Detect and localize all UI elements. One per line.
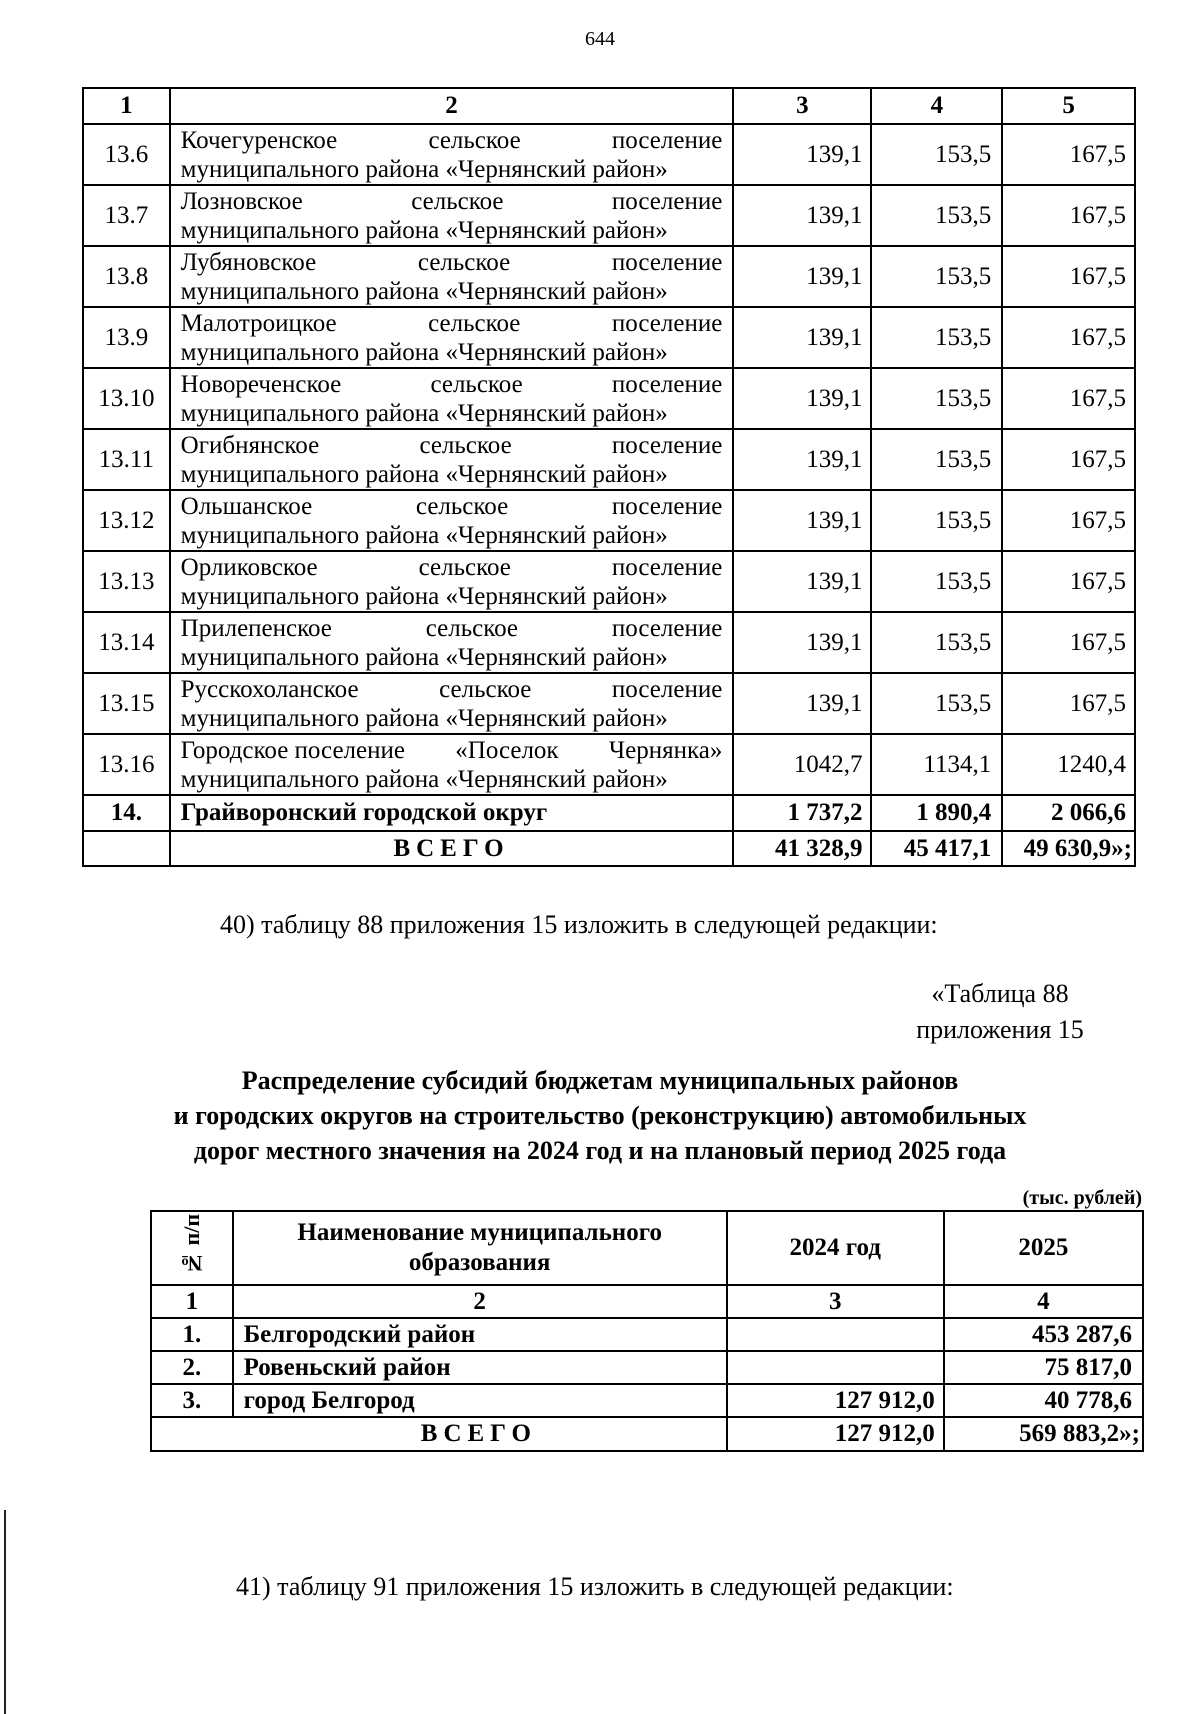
table-row	[83, 307, 1135, 368]
name-word: поселение	[611, 248, 723, 276]
row-name-line1	[181, 614, 723, 643]
row-number: 13.11	[83, 429, 170, 490]
name-word: Чернянка»	[608, 736, 723, 764]
table-reference-line: «Таблица 88	[931, 979, 1069, 1008]
row-number: 13.9	[83, 307, 170, 368]
name-word: поселение	[611, 492, 723, 520]
row-name-line2: муниципального района «Чернянский район»	[180, 155, 668, 183]
index-row	[151, 1285, 1143, 1318]
value-2024: 139,1	[733, 673, 871, 734]
row-name-line2: муниципального района «Чернянский район»	[180, 216, 668, 244]
row-name: Ровеньский район	[233, 1351, 727, 1384]
value-2024: 139,1	[733, 124, 871, 185]
row-name	[170, 368, 734, 429]
header-cell: 1	[83, 88, 170, 124]
row-number: 13.8	[83, 246, 170, 307]
scan-margin-line	[4, 1510, 6, 1714]
header-cell: 2	[170, 88, 734, 124]
row-name	[170, 490, 734, 551]
row-name: Грайворонский городской округ	[170, 795, 734, 831]
value-2025: 153,5	[871, 673, 1002, 734]
value-2026: 167,5	[1002, 490, 1135, 551]
header-2025: 2025	[944, 1211, 1143, 1285]
table-row	[83, 734, 1135, 795]
value-2024: 139,1	[733, 368, 871, 429]
table-reference	[880, 976, 1120, 1048]
value-2026: 167,5	[1002, 124, 1135, 185]
table-header-row	[83, 88, 1135, 124]
row-name-line1	[181, 309, 723, 338]
value-2025: 153,5	[871, 307, 1002, 368]
table-row	[83, 246, 1135, 307]
row-name: Белгородский район	[233, 1318, 727, 1351]
name-word: сельское	[439, 675, 532, 703]
total-label: ВСЕГО	[151, 1417, 727, 1451]
row-number: 13.6	[83, 124, 170, 185]
name-word: Ольшанское	[180, 492, 313, 520]
index-cell: 3	[727, 1285, 944, 1318]
value-2025: 75 817,0	[944, 1351, 1143, 1384]
name-word: Лозновское	[180, 187, 303, 215]
value-2024: 139,1	[733, 612, 871, 673]
value-2025: 1 890,4	[871, 795, 1002, 831]
value-2026: 167,5	[1002, 368, 1135, 429]
name-word: поселение	[611, 187, 723, 215]
table-row	[83, 612, 1135, 673]
row-name	[170, 307, 734, 368]
row-name-line1	[181, 126, 723, 155]
row-name-line2: муниципального района «Чернянский район»	[180, 277, 668, 305]
table-header-row	[151, 1211, 1143, 1285]
row-name-line2: муниципального района «Чернянский район»	[180, 643, 668, 671]
row-name	[170, 429, 734, 490]
row-name	[170, 734, 734, 795]
value-2026: 1240,4	[1002, 734, 1135, 795]
name-word: сельское	[417, 248, 511, 276]
heading-line: и городских округов на строительство (реконструкцию) автомобильных	[173, 1101, 1027, 1130]
name-word: Русскохоланское	[180, 675, 359, 703]
heading-line: дорог местного значения на 2024 год и на плановый период 2025 года	[193, 1136, 1007, 1165]
value-2024: 139,1	[733, 185, 871, 246]
row-name-line1	[181, 248, 723, 277]
name-word: поселение	[611, 675, 723, 703]
name-word: «Поселок	[455, 736, 559, 764]
units-label: (тыс. рублей)	[1022, 1187, 1142, 1209]
value-2025: 40 778,6	[944, 1384, 1143, 1417]
row-name	[170, 612, 734, 673]
row-number: 14.	[83, 795, 170, 831]
value-2024	[727, 1318, 944, 1351]
name-word: Орликовское	[180, 553, 318, 581]
table-row	[83, 185, 1135, 246]
total-value-2025: 45 417,1	[871, 831, 1002, 866]
name-word: поселение	[611, 614, 723, 642]
paragraph-41: 41) таблицу 91 приложения 15 изложить в следующей редакции:	[236, 1572, 954, 1601]
value-2024	[727, 1351, 944, 1384]
row-number: 2.	[151, 1351, 233, 1384]
name-word: Огибнянское	[180, 431, 320, 459]
index-cell: 1	[151, 1285, 233, 1318]
table-row	[83, 551, 1135, 612]
value-2025: 153,5	[871, 246, 1002, 307]
value-2025: 153,5	[871, 124, 1002, 185]
value-2026: 167,5	[1002, 246, 1135, 307]
header-cell: 5	[1002, 88, 1135, 124]
page-number: 644	[585, 28, 615, 50]
row-name-line2: муниципального района «Чернянский район»	[180, 460, 668, 488]
paragraph-40: 40) таблицу 88 приложения 15 изложить в следующей редакции:	[220, 910, 938, 939]
value-2026: 167,5	[1002, 612, 1135, 673]
row-number: 13.10	[83, 368, 170, 429]
table-row	[83, 368, 1135, 429]
row-name	[170, 124, 734, 185]
row-name-line1	[181, 370, 723, 399]
value-2025: 153,5	[871, 185, 1002, 246]
row-number: 13.14	[83, 612, 170, 673]
total-row	[83, 831, 1135, 866]
value-2026: 167,5	[1002, 307, 1135, 368]
table-row	[83, 490, 1135, 551]
name-word: Городское поселение	[180, 736, 405, 764]
value-2025: 153,5	[871, 551, 1002, 612]
header-cell: 3	[733, 88, 871, 124]
value-2026: 2 066,6	[1002, 795, 1135, 831]
value-2025: 153,5	[871, 490, 1002, 551]
heading-line: Распределение субсидий бюджетам муниципальных районов	[241, 1066, 959, 1095]
table-reference-line: приложения 15	[916, 1015, 1084, 1044]
value-2024: 1042,7	[733, 734, 871, 795]
row-number: 13.13	[83, 551, 170, 612]
name-word: сельское	[419, 431, 512, 459]
table-row	[83, 124, 1135, 185]
row-name-line1	[181, 187, 723, 216]
total-label: ВСЕГО	[170, 831, 734, 866]
header-2024: 2024 год	[727, 1211, 944, 1285]
row-name-line2: муниципального района «Чернянский район»	[180, 521, 668, 549]
name-word: сельское	[428, 126, 521, 154]
name-word: Малотроицкое	[180, 309, 337, 337]
total-value-2024: 127 912,0	[727, 1417, 944, 1451]
row-name	[170, 551, 734, 612]
value-2024: 127 912,0	[727, 1384, 944, 1417]
table-heading	[100, 1063, 1100, 1168]
table-row	[83, 795, 1135, 831]
value-2024: 139,1	[733, 490, 871, 551]
value-2025: 153,5	[871, 368, 1002, 429]
row-name-line1	[181, 675, 723, 704]
value-2024: 1 737,2	[733, 795, 871, 831]
value-2026: 167,5	[1002, 185, 1135, 246]
header-num	[151, 1211, 233, 1285]
name-word: сельское	[418, 553, 511, 581]
header-cell: 4	[871, 88, 1002, 124]
value-2024: 139,1	[733, 246, 871, 307]
value-2026: 167,5	[1002, 429, 1135, 490]
table-row	[151, 1351, 1143, 1384]
row-name-line2: муниципального района «Чернянский район»	[180, 582, 668, 610]
row-number: 3.	[151, 1384, 233, 1417]
subsidy-table	[150, 1210, 1144, 1452]
value-2025: 153,5	[871, 429, 1002, 490]
name-word: Новореченское	[180, 370, 342, 398]
row-name-line2: муниципального района «Чернянский район»	[180, 704, 668, 732]
name-word: сельское	[428, 309, 521, 337]
row-name-line1	[181, 553, 723, 582]
row-name-line2: муниципального района «Чернянский район»	[180, 765, 668, 793]
name-word: поселение	[611, 309, 723, 337]
table-row	[83, 673, 1135, 734]
row-name	[170, 185, 734, 246]
value-2026: 167,5	[1002, 673, 1135, 734]
value-2026: 167,5	[1002, 551, 1135, 612]
name-word: поселение	[611, 126, 723, 154]
name-word: Лубяновское	[180, 248, 317, 276]
row-name-line2: муниципального района «Чернянский район»	[180, 338, 668, 366]
total-row	[151, 1417, 1143, 1451]
distribution-table-continued	[82, 87, 1136, 867]
row-number: 13.15	[83, 673, 170, 734]
total-value-2024: 41 328,9	[733, 831, 871, 866]
row-number: 13.12	[83, 490, 170, 551]
row-name-line2: муниципального района «Чернянский район»	[180, 399, 668, 427]
row-name: город Белгород	[233, 1384, 727, 1417]
row-name-line1	[181, 431, 723, 460]
row-name-line1	[181, 492, 723, 521]
index-cell: 4	[944, 1285, 1143, 1318]
table-row	[83, 429, 1135, 490]
row-number: 1.	[151, 1318, 233, 1351]
value-2024: 139,1	[733, 307, 871, 368]
total-value-2026: 49 630,9»;	[1002, 831, 1135, 866]
name-word: поселение	[611, 553, 723, 581]
value-2025: 453 287,6	[944, 1318, 1143, 1351]
index-cell: 2	[233, 1285, 727, 1318]
header-num-text: № п/п	[178, 1213, 204, 1276]
name-word: сельское	[430, 370, 523, 398]
name-word: сельское	[425, 614, 519, 642]
value-2025: 1134,1	[871, 734, 1002, 795]
name-word: Кочегуренское	[180, 126, 338, 154]
name-word: сельское	[415, 492, 509, 520]
row-name	[170, 246, 734, 307]
row-number: 13.16	[83, 734, 170, 795]
table-row	[151, 1318, 1143, 1351]
value-2024: 139,1	[733, 551, 871, 612]
total-value-2025: 569 883,2»;	[944, 1417, 1143, 1451]
empty-cell	[83, 831, 170, 866]
name-word: сельское	[411, 187, 504, 215]
row-name	[170, 673, 734, 734]
row-name-line1	[181, 736, 723, 765]
name-word: Прилепенское	[180, 614, 332, 642]
row-number: 13.7	[83, 185, 170, 246]
header-name: Наименование муниципального образования	[233, 1211, 727, 1285]
name-word: поселение	[611, 431, 723, 459]
table-row	[151, 1384, 1143, 1417]
name-word: поселение	[611, 370, 723, 398]
value-2025: 153,5	[871, 612, 1002, 673]
value-2024: 139,1	[733, 429, 871, 490]
